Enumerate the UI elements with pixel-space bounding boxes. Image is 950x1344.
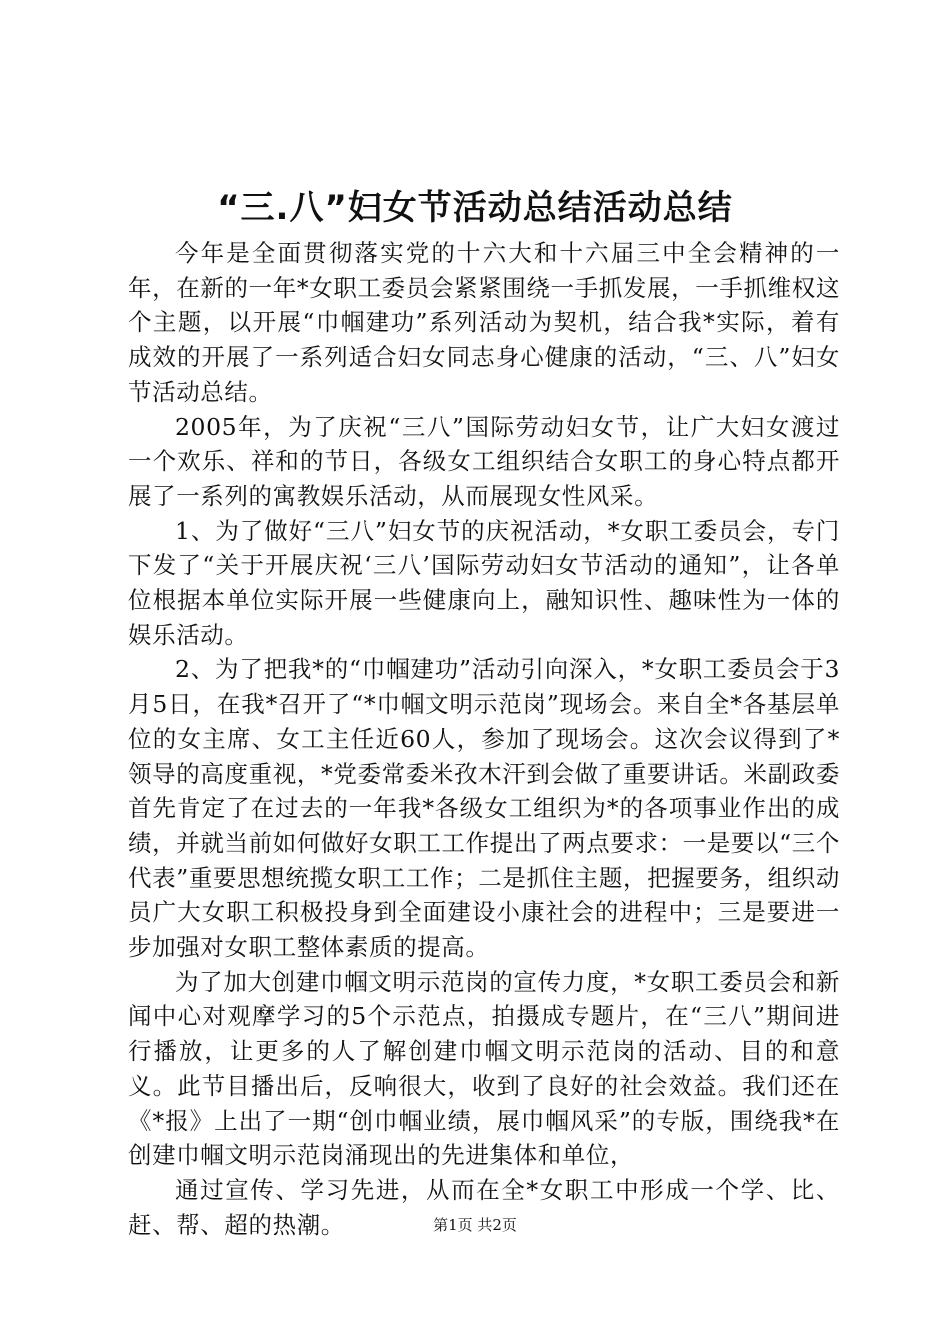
paragraph-closing: 通过宣传、学习先进，从而在全*女职工中形成一个学、比、赶、帮、超的热潮。 <box>128 1175 840 1239</box>
paragraph-intro: 今年是全面贯彻落实党的十六大和十六届三中全会精神的一年，在新的一年*女职工委员会紧紧围绕一手抓发展，一手抓维权这个主题，以开展“巾帼建功”系列活动为契机，结合我*实际，着有成效的开展了一系列适合妇女同志身心健康的活动，“三、八”妇女节活动总结。 <box>128 239 840 406</box>
page-number-footer: 第1页 共2页 <box>433 1216 517 1234</box>
paragraph-publicity: 为了加大创建巾帼文明示范岗的宣传力度，*女职工委员会和新闻中心对观摩学习的5个示范点，拍摄成专题片，在“三八”期间进行播放，让更多的人了解创建巾帼文明示范岗的活动、目的和意义。此节目播出后，反响很大，收到了良好的社会效益。我们还在《*报》上出了一期“创巾帼业绩，展巾帼风采”的专版，围绕我*在创建巾帼文明示范岗涌现出的先进集体和单位， <box>128 967 840 1170</box>
document-title: “三.八”妇女节活动总结活动总结 <box>217 188 733 228</box>
paragraph-2005: 2005年，为了庆祝“三八”国际劳动妇女节，让广大妇女渡过一个欢乐、祥和的节日，各级女工组织结合女职工的身心特点都开展了一系列的寓教娱乐活动，从而展现女性风采。 <box>128 412 840 510</box>
paragraph-item-1: 1、为了做好“三八”妇女节的庆祝活动，*女职工委员会，专门下发了“关于开展庆祝‘三八’国际劳动妇女节活动的通知”，让各单位根据本单位实际开展一些健康向上，融知识性、趣味性为一体的娱乐活动。 <box>128 516 840 649</box>
paragraph-item-2: 2、为了把我*的“巾帼建功”活动引向深入，*女职工委员会于3月5日，在我*召开了“*巾帼文明示范岗”现场会。来自全*各基层单位的女主席、女工主任近60人，参加了现场会。这次会议得到了*领导的高度重视，*党委常委米孜木汗到会做了重要讲话。米副政委首先肯定了在过去的一年我*各级女工组织为*的各项事业作出的成绩，并就当前如何做好女职工工作提出了两点要求：一是要以“三个代表”重要思想统揽女职工工作；二是抓住主题，把握要务，组织动员广大女职工积极投身到全面建设小康社会的进程中；三是要进一步加强对女职工整体素质的提高。 <box>128 655 840 962</box>
document-body <box>128 236 840 1242</box>
